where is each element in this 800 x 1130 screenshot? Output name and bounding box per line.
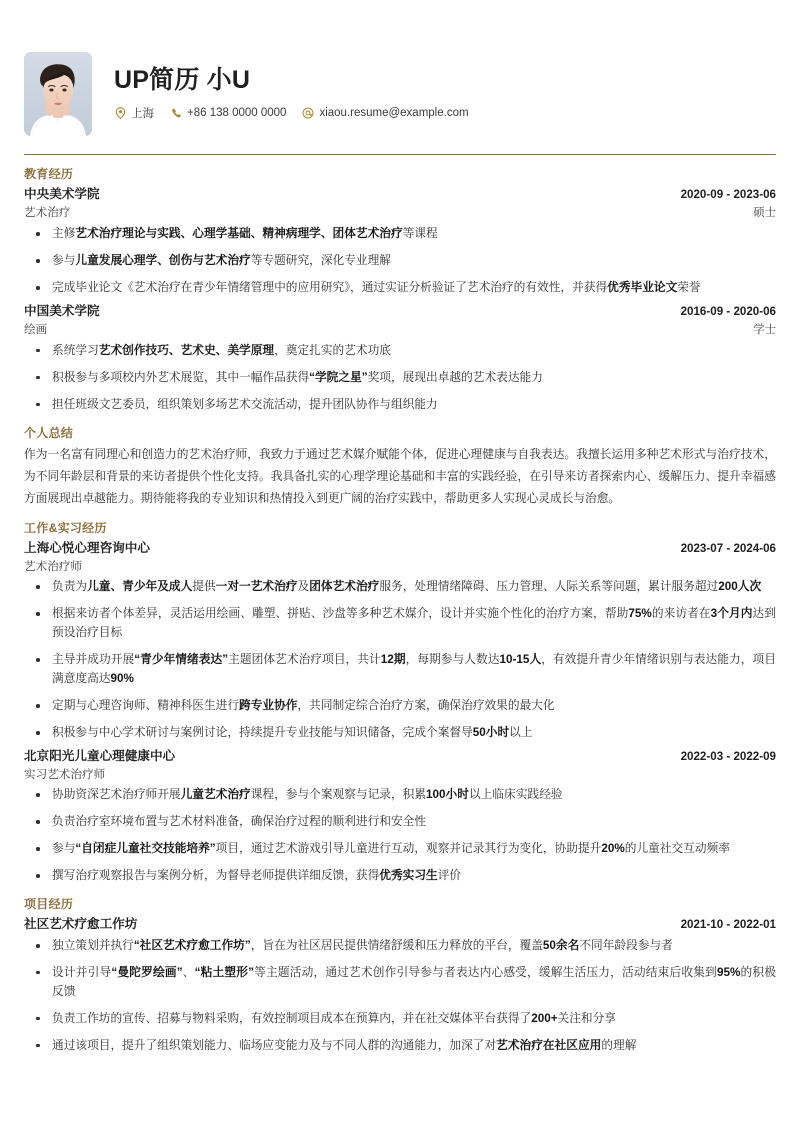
entry-subhead xyxy=(24,204,776,222)
entry-head xyxy=(24,302,776,321)
entry-role: 艺术治疗 xyxy=(24,205,71,219)
section-title-summary: 个人总结 xyxy=(24,425,74,440)
phone-icon xyxy=(170,107,182,119)
header-divider xyxy=(24,154,776,155)
bullet-item: 根据来访者个体差异，灵活运用绘画、雕塑、拼贴、沙盘等多种艺术媒介，设计并实施个性化的治疗方案，帮助75%的来访者在3个月内达到预设治疗目标 xyxy=(24,605,776,643)
bullet-item: 独立策划并执行“社区艺术疗愈工作坊”，旨在为社区居民提供情绪舒缓和压力释放的平台，覆盖50余名不同年龄段参与者 xyxy=(24,937,776,956)
entry-role: 实习艺术治疗师 xyxy=(24,767,106,781)
entry-organization: 北京阳光儿童心理健康中心 xyxy=(24,748,176,763)
bullet-item: 系统学习艺术创作技巧、艺术史、美学原理，奠定扎实的艺术功底 xyxy=(24,342,776,361)
section-education xyxy=(24,166,776,415)
bullet-item: 积极参与中心学术研讨与案例讨论，持续提升专业技能与知识储备，完成个案督导50小时以上 xyxy=(24,724,776,743)
bullet-item: 负责治疗室环境布置与艺术材料准备，确保治疗过程的顺利进行和安全性 xyxy=(24,813,776,832)
page-title: UP简历 小U xyxy=(114,65,251,94)
entry xyxy=(24,302,776,415)
entry-date-range: 2023-07 - 2024-06 xyxy=(680,542,776,556)
entry-head xyxy=(24,915,776,934)
entry-head xyxy=(24,747,776,766)
entry xyxy=(24,915,776,1056)
entry-date-range: 2021-10 - 2022-01 xyxy=(680,918,776,932)
email-at-icon xyxy=(302,107,314,119)
bullet-item: 主修艺术治疗理论与实践、心理学基础、精神病理学、团体艺术治疗等课程 xyxy=(24,225,776,244)
section-title-work-internship: 工作&实习经历 xyxy=(24,520,107,535)
bullet-list xyxy=(24,225,776,298)
entry-head xyxy=(24,539,776,558)
entry-subhead xyxy=(24,321,776,339)
bullet-item: 积极参与多项校内外艺术展览，其中一幅作品获得“学院之星”奖项，展现出卓越的艺术表达能力 xyxy=(24,369,776,388)
entry-organization: 上海心悦心理咨询中心 xyxy=(24,541,150,556)
entry-degree: 学士 xyxy=(753,323,776,336)
entry-head xyxy=(24,185,776,204)
entry-organization: 中国美术学院 xyxy=(24,303,100,318)
bullet-list xyxy=(24,342,776,415)
location-pin-icon xyxy=(114,107,126,119)
avatar xyxy=(24,52,92,136)
entry-subhead xyxy=(24,558,776,575)
contact-phone-value: +86 138 0000 0000 xyxy=(187,107,287,120)
section-summary xyxy=(24,425,776,510)
contact-email-value: xiaou.resume@example.com xyxy=(319,107,469,120)
entry-organization: 社区艺术疗愈工作坊 xyxy=(24,917,138,932)
summary-text: 作为一名富有同理心和创造力的艺术治疗师，我致力于通过艺术媒介赋能个体，促进心理健康与自我表达。我擅长运用多种艺术形式与治疗技术，为不同年龄层和背景的来访者提供个性化支持。我具备扎实的心理学理论基础和丰富的实践经验，在引导来访者探索内心、缓解压力、提升幸福感方面展现出卓越能力。期待能将我的专业知识和热情投入到更广阔的治疗实践中，帮助更多人实现心灵成长与治愈。 xyxy=(24,447,776,505)
contact-row xyxy=(114,105,776,121)
entry-date-range: 2016-09 - 2020-06 xyxy=(680,304,776,318)
section-title-education: 教育经历 xyxy=(24,167,74,181)
entry xyxy=(24,539,776,743)
bullet-list xyxy=(24,937,776,1056)
bullet-item: 设计并引导“曼陀罗绘画”、“粘土塑形”等主题活动，通过艺术创作引导参与者表达内心感受，缓解生活压力，活动结束后收集到95%的积极反馈 xyxy=(24,964,776,1002)
bullet-item: 协助资深艺术治疗师开展儿童艺术治疗课程，参与个案观察与记录，积累100小时以上临床实践经验 xyxy=(24,786,776,805)
contact-location xyxy=(114,105,154,121)
bullet-item: 参与“自闭症儿童社交技能培养”项目，通过艺术游戏引导儿童进行互动，观察并记录其行为变化，协助提升20%的儿童社交互动频率 xyxy=(24,840,776,859)
section-work-internship xyxy=(24,520,776,886)
bullet-item: 参与儿童发展心理学、创伤与艺术治疗等专题研究，深化专业理解 xyxy=(24,252,776,271)
bullet-list xyxy=(24,786,776,886)
bullet-item: 撰写治疗观察报告与案例分析，为督导老师提供详细反馈，获得优秀实习生评价 xyxy=(24,867,776,886)
entry-organization: 中央美术学院 xyxy=(24,187,100,202)
bullet-item: 担任班级文艺委员，组织策划多场艺术交流活动，提升团队协作与组织能力 xyxy=(24,396,776,415)
contact-location-value: 上海 xyxy=(131,108,154,121)
bullet-item: 通过该项目，提升了组织策划能力、临场应变能力及与不同人群的沟通能力，加深了对艺术治疗在社区应用的理解 xyxy=(24,1037,776,1056)
section-title-projects: 项目经历 xyxy=(24,896,74,911)
resume-sections xyxy=(24,166,776,1056)
entry-role: 艺术治疗师 xyxy=(24,559,82,573)
entry-date-range: 2020-09 - 2023-06 xyxy=(680,188,776,202)
identity-block xyxy=(114,67,776,122)
bullet-item: 负责工作坊的宣传、招募与物料采购，有效控制项目成本在预算内，并在社交媒体平台获得了200+关注和分享 xyxy=(24,1010,776,1029)
resume-header xyxy=(24,0,776,154)
entry-date-range: 2022-03 - 2022-09 xyxy=(680,749,776,763)
entry xyxy=(24,747,776,886)
contact-phone xyxy=(170,107,286,119)
bullet-item: 定期与心理咨询师、精神科医生进行跨专业协作，共同制定综合治疗方案，确保治疗效果的最大化 xyxy=(24,697,776,716)
entry-role: 绘画 xyxy=(24,322,48,336)
entry-degree: 硕士 xyxy=(753,206,776,219)
entry xyxy=(24,185,776,298)
bullet-item: 完成毕业论文《艺术治疗在青少年情绪管理中的应用研究》，通过实证分析验证了艺术治疗的有效性，并获得优秀毕业论文荣誉 xyxy=(24,279,776,298)
contact-email xyxy=(302,107,468,119)
section-projects xyxy=(24,896,776,1056)
bullet-list xyxy=(24,578,776,743)
entry-subhead xyxy=(24,766,776,783)
bullet-item: 主导并成功开展“青少年情绪表达”主题团体艺术治疗项目，共计12期，每期参与人数达10-15人，有效提升青少年情绪识别与表达能力，项目满意度高达90% xyxy=(24,651,776,689)
bullet-item: 负责为儿童、青少年及成人提供一对一艺术治疗及团体艺术治疗服务，处理情绪障碍、压力管理、人际关系等问题，累计服务超过200人次 xyxy=(24,578,776,597)
